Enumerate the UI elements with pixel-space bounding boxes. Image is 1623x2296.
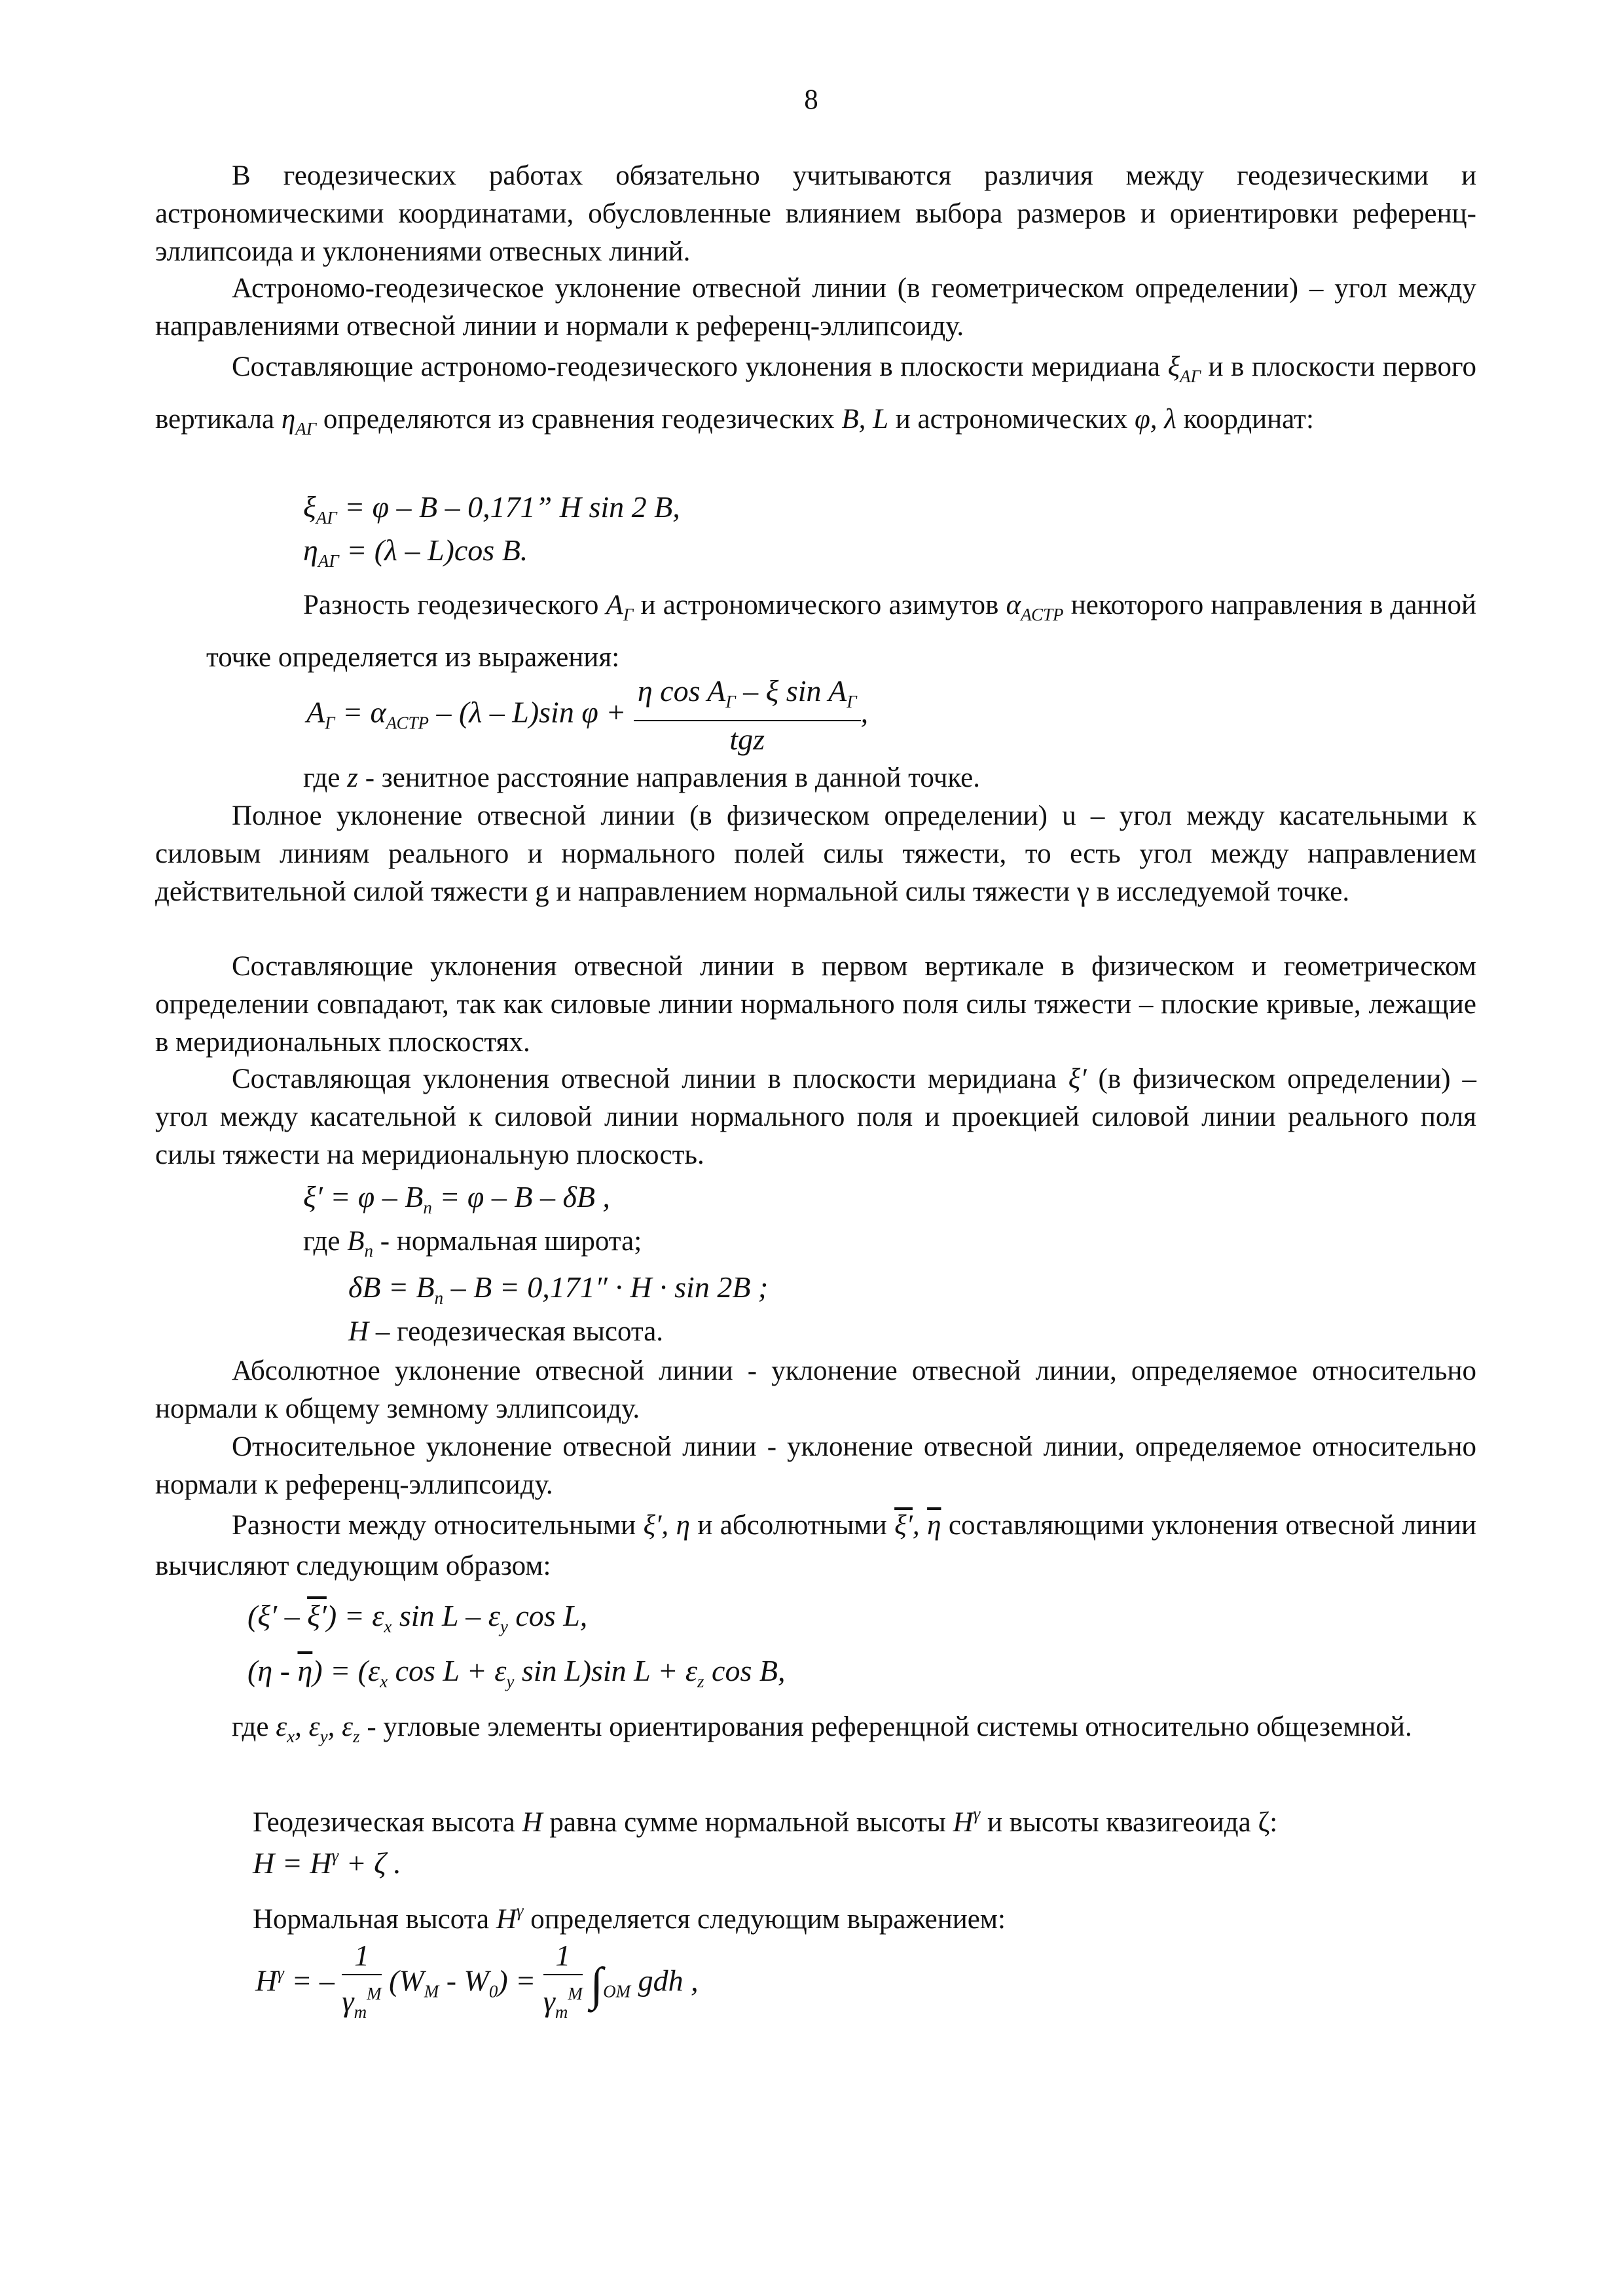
equation-xi-ag: $\xi_{АГ} = \varphi - B - 0,171$” H sin 2 B, (303, 490, 680, 528)
xi-ag-symbol: $\xi_{АГ}$ (1167, 351, 1201, 386)
paragraph-2: Астрономо-геодезическое уклонение отвесной линии (в геометрическом определении) – угол между направлениями отвесной линии и нормали к референц-эллипсоиду. (155, 273, 1476, 342)
paragraph-6: Полное уклонение отвесной линии (в физическом определении) u – угол между касательными к силовым линиям реального и нормального полей силы тяжести, то есть угол между направлением действительной силой тяжести g и направлением нормальной силы тяжести γ в исследуемой точке. (155, 800, 1476, 907)
paragraph-10: H – геодезическая высота. (348, 1316, 664, 1347)
paragraph-5: где z - зенитное расстояние направления в данной точке. (303, 762, 980, 793)
paragraph-12: Относительное уклонение отвесной линии - уклонение отвесной линии, определяемое относительно нормали к референц-эллипсоиду. (155, 1431, 1476, 1500)
equation-eta-difference: $(\eta - \overline{\eta}) = (\varepsilon_x$ $\cos L + \varepsilon_y$ sin L)sin $L + \varepsilon_z$ cos B, (247, 1654, 786, 1691)
paragraph-14: где $\varepsilon_x$, $\varepsilon_y$, $\varepsilon_z$ - угловые элементы ориентирования референцной системы относительно общеземной. (232, 1712, 1412, 1746)
paragraph-11: Абсолютное уклонение отвесной линии - уклонение отвесной линии, определяемое относительно нормали к общему земному эллипсоиду. (155, 1355, 1476, 1424)
paragraph-7: Составляющие уклонения отвесной линии в первом вертикале в физическом и геометрическом определении совпадают, так как силовые линии нормального поля силы тяжести – плоские кривые, лежащие в меридиональных плоскостях. (155, 951, 1476, 1058)
paragraph-3: Составляющие астрономо-геодезического уклонения в плоскости меридиана $\xi_{АГ}$ и в плоскости первого вертикала $\eta_{АГ}$ определяются из сравнения геодезических B, L и астрономических φ, λ координат: (155, 351, 1477, 439)
paragraph-16: Нормальная высота $H^\gamma$ определяется следующим выражением: (253, 1901, 1006, 1935)
eta-ag-symbol: $\eta_{АГ}$ (281, 404, 317, 439)
equation-delta-b: $\delta B = B_n - B = 0,171'' \cdot H \cdot \sin 2B$ ; (348, 1270, 769, 1308)
paragraph-9: где $B_n$ - нормальная широта; (303, 1226, 642, 1261)
equation-xi-difference: $(\xi' - \xi') = \varepsilon_x$ sin L – $\varepsilon_y$ cos L, (247, 1599, 588, 1636)
paragraph-8: Составляющая уклонения отвесной линии в плоскости меридиана ξ′ (в физическом определении) – угол между касательной к силовой линии нормального поля и проекцией силовой линии реального поля силы тяжести на меридиональную плоскость. (155, 1064, 1477, 1170)
page-number: 8 (804, 84, 818, 115)
equation-normal-height: $H^\gamma$ = – $\frac{1}{\gamma_m^M}$ $(W_M - W_0)$ = $\frac{1}{\gamma_m^M}$ $\int_{OM}$ gdh , (255, 1939, 699, 2022)
paragraph-15: Геодезическая высота H равна сумме нормальной высоты $H^\gamma$ и высоты квазигеоида ζ: (253, 1804, 1278, 1838)
paragraph-13: Разности между относительными ξ′, η и абсолютными ξ′, $\overline{\eta}$ составляющими уклонения отвесной линии вычисляют следующим образом: (155, 1510, 1476, 1581)
equation-eta-ag: $\eta_{АГ} = (\lambda - L)\cos$ B. (303, 533, 528, 571)
equation-xi-prime: $\xi' = \varphi - B_n = \varphi - B - \delta B$ , (303, 1180, 610, 1217)
paragraph-1: В геодезических работах обязательно учитываются различия между геодезическими и астрономическими координатами, обусловленные влиянием выбора размеров и ориентировки референц-эллипсоида и уклонениями отвесных линий. (155, 160, 1476, 267)
equation-geodetic-height: $H = H^\gamma + \zeta$ . (253, 1846, 401, 1880)
paragraph-4: Разность геодезического $A_Г$ и астрономического азимутов $\alpha_{АСТР}$ некоторого направления в данной точке определяется из выражения: (206, 590, 1477, 673)
equation-azimuth: $A_Г = \alpha_{АСТР} - (\lambda - L)\sin$ φ + $\frac{\eta \cos A_Г - \xi \sin A_Г}{\text{tgz}}$ , (306, 674, 869, 756)
